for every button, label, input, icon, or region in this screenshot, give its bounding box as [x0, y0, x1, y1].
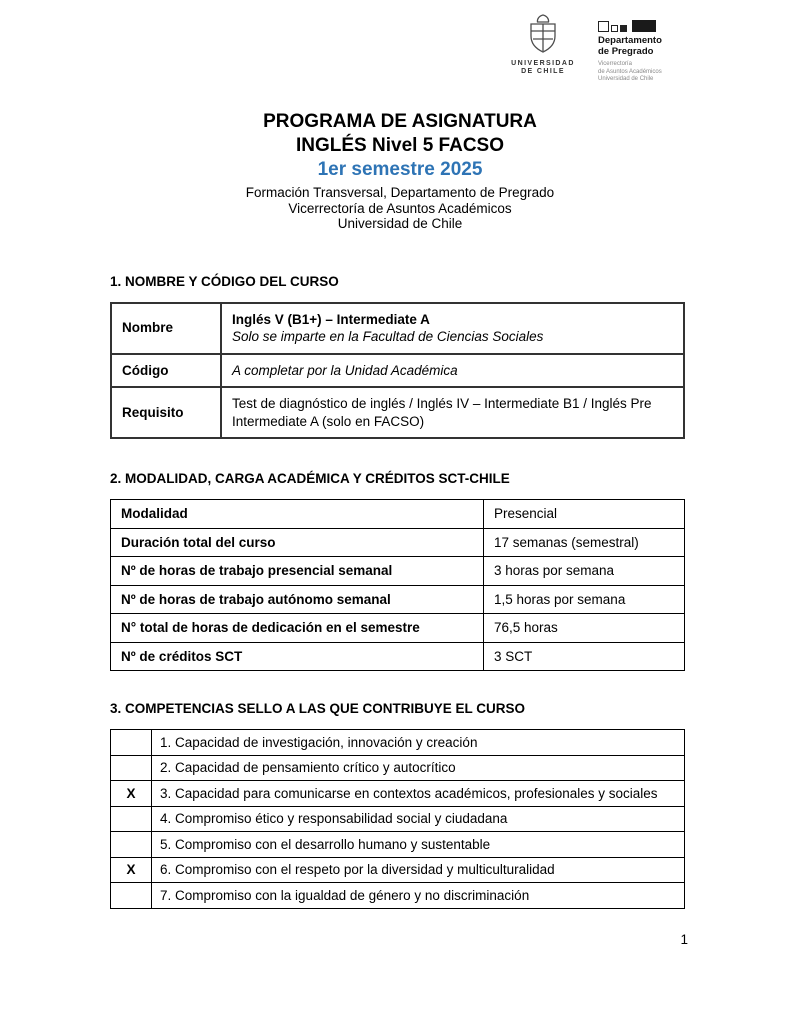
table-row [111, 857, 685, 883]
table-row-codigo [111, 354, 684, 388]
pregrado-logo-title-line1: Departamento [598, 35, 662, 46]
row-label: Nº de créditos SCT [111, 642, 484, 671]
competency-text: 7. Compromiso con la igualdad de género y no discriminación [152, 883, 685, 909]
title-subtitle-2: Vicerrectoría de Asuntos Académicos [288, 200, 512, 216]
table-row [111, 832, 685, 858]
row-label-codigo: Código [111, 354, 221, 388]
pregrado-logo-subtext-line2: de Asuntos Académicos [598, 68, 662, 75]
document-title: PROGRAMA DE ASIGNATURA [263, 111, 537, 133]
pregrado-logo-subtext-line3: Universidad de Chile [598, 76, 654, 83]
competency-mark [111, 755, 152, 781]
course-code-value: A completar por la Unidad Académica [232, 362, 458, 378]
table-row [111, 730, 685, 756]
table-row [111, 528, 685, 557]
competency-mark [111, 832, 152, 858]
page-number: 1 [680, 932, 688, 947]
table-row [111, 781, 685, 807]
row-value: 3 horas por semana [484, 557, 685, 586]
row-value: 17 semanas (semestral) [484, 528, 685, 557]
row-value: 76,5 horas [484, 614, 685, 643]
pregrado-square-outline-icon [598, 21, 609, 32]
row-label: Modalidad [111, 500, 484, 529]
competency-text: 4. Compromiso ético y responsabilidad social y ciudadana [152, 806, 685, 832]
section2-heading: 2. MODALIDAD, CARGA ACADÉMICA Y CRÉDITOS SCT-CHILE [110, 471, 510, 487]
title-semester: 1er semestre 2025 [317, 159, 483, 181]
competency-text: 6. Compromiso con el respeto por la diversidad y multiculturalidad [152, 857, 685, 883]
title-block [0, 110, 800, 232]
row-label-requisito: Requisito [111, 387, 221, 438]
competency-text: 5. Compromiso con el desarrollo humano y sustentable [152, 832, 685, 858]
competency-text: 3. Capacidad para comunicarse en contextos académicos, profesionales y sociales [152, 781, 685, 807]
pregrado-block-filled-icon [632, 20, 656, 32]
competency-text: 1. Capacidad de investigación, innovación y creación [152, 730, 685, 756]
title-subtitle-3: Universidad de Chile [337, 216, 463, 232]
competency-text: 2. Capacidad de pensamiento crítico y autocrítico [152, 755, 685, 781]
pregrado-square-filled-icon [620, 25, 627, 32]
table-row [111, 755, 685, 781]
row-label: Nº de horas de trabajo presencial semanal [111, 557, 484, 586]
title-subtitle-1: Formación Transversal, Departamento de Pregrado [245, 185, 555, 201]
table-row [111, 806, 685, 832]
table-row [111, 500, 685, 529]
header-logos [0, 0, 800, 84]
row-label-nombre: Nombre [111, 303, 221, 354]
pregrado-logo [598, 12, 688, 84]
course-name-table [110, 302, 685, 440]
competency-mark: X [111, 781, 152, 807]
row-value: 3 SCT [484, 642, 685, 671]
course-name-value: Inglés V (B1+) – Intermediate A [232, 311, 430, 327]
row-label: Nº de horas de trabajo autónomo semanal [111, 585, 484, 614]
row-label: Duración total del curso [111, 528, 484, 557]
pregrado-square-outline-small-icon [611, 25, 618, 32]
uchile-crest-icon [524, 12, 562, 56]
uchile-logo-text-line2: DE CHILE [521, 68, 565, 75]
competencies-table [110, 729, 685, 909]
row-value: Presencial [484, 500, 685, 529]
pregrado-logo-subtext-line1: Vicerrectoría [598, 60, 632, 67]
modality-credits-table [110, 499, 685, 671]
competency-mark: X [111, 857, 152, 883]
table-row [111, 642, 685, 671]
document-body [0, 274, 800, 909]
row-value-requisito: Test de diagnóstico de inglés / Inglés IV – Intermediate B1 / Inglés Pre Intermediate A (solo en FACSO) [221, 387, 684, 438]
pregrado-logo-title-line2: de Pregrado [598, 45, 654, 57]
table-row [111, 585, 685, 614]
row-value-nombre [221, 303, 684, 354]
table-row [111, 614, 685, 643]
competency-mark [111, 883, 152, 909]
pregrado-squares-icon [598, 20, 688, 32]
table-row-requisito [111, 387, 684, 438]
row-label: N° total de horas de dedicación en el semestre [111, 614, 484, 643]
competency-mark [111, 730, 152, 756]
row-value-codigo [221, 354, 684, 388]
row-value: 1,5 horas por semana [484, 585, 685, 614]
table-row [111, 883, 685, 909]
uchile-logo [510, 12, 576, 75]
competency-mark [111, 806, 152, 832]
course-title: INGLÉS Nivel 5 FACSO [296, 135, 504, 157]
course-name-note: Solo se imparte en la Facultad de Ciencias Sociales [232, 329, 544, 345]
section3-heading: 3. COMPETENCIAS SELLO A LAS QUE CONTRIBUYE EL CURSO [110, 701, 526, 717]
table-row [111, 557, 685, 586]
uchile-logo-text-line1: UNIVERSIDAD [511, 60, 575, 67]
section1-heading: 1. NOMBRE Y CÓDIGO DEL CURSO [110, 273, 339, 289]
table-row-nombre [111, 303, 684, 354]
